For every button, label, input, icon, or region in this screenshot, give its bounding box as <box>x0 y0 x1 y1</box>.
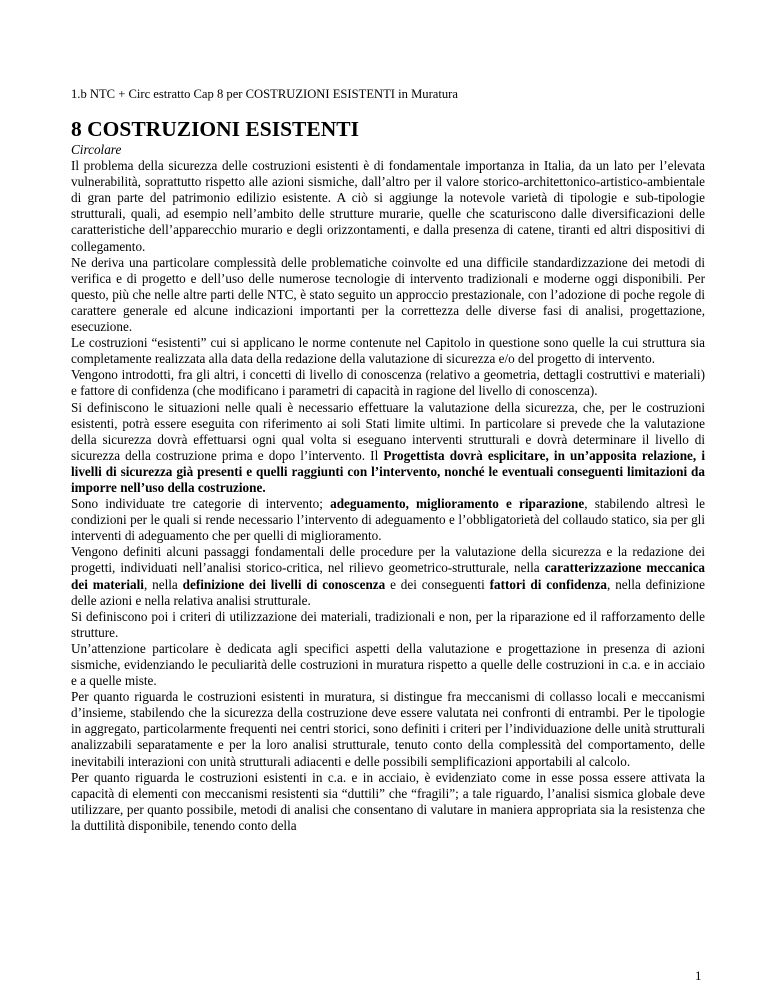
paragraph-text: , nella <box>143 576 183 592</box>
bold-text: caratterizzazione meccanica dei materiali <box>71 560 705 592</box>
paragraph: Un’attenzione particolare è dedicata agli specifici aspetti della valutazione e progettazione in presenza di azioni sismiche, evidenziando le peculiarità delle costruzioni in muratura rispetto a quelle delle costruzioni in c.a. e in acciaio e a quelle miste. <box>71 640 705 689</box>
paragraph: Si definiscono poi i criteri di utilizzazione dei materiali, tradizionali e non, per la riparazione ed il rafforzamento delle strutture. <box>71 608 705 640</box>
paragraph <box>71 496 705 544</box>
circolare-label: Circolare <box>71 142 122 157</box>
page-number: 1 <box>695 968 702 983</box>
paragraph-text: Sono individuate tre categorie di intervento; <box>71 496 331 512</box>
paragraph-text: Vengono definiti alcuni passaggi fondamentali delle procedure per la valutazione della sicurezza e la redazione dei progetti, individuati nell’analisi storico-critica, nel rilievo geometrico-strutturale, nella <box>71 544 705 576</box>
paragraph-text: e dei conseguenti <box>385 576 490 592</box>
body-text <box>71 142 705 834</box>
document-header: 1.b NTC + Circ estratto Cap 8 per COSTRUZIONI ESISTENTI in Muratura <box>71 87 458 101</box>
paragraph: Le costruzioni “esistenti” cui si applicano le norme contenute nel Capitolo in questione sono quelle la cui struttura sia completamente realizzata alla data della redazione della valutazione di sicurezza e/o del progetto di intervento. <box>71 335 705 367</box>
paragraph-text: , stabilendo altresì le condizioni per le quali si rende necessario l’intervento di adeguamento e l’obbligatorietà del collaudo statico, sia per gli interventi di adeguamento che per quelli di miglioramento. <box>71 496 706 544</box>
paragraph-text: Si definiscono le situazioni nelle quali è necessario effettuare la valutazione della sicurezza, che, per le costruzioni esistenti, potrà essere eseguita con riferimento ai soli Stati limite ultimi. In particolare si prevede che la valutazione della sicurezza dovrà effettuarsi ogni qual volta si eseguano interventi strutturali e dovrà determinare il livello di sicurezza della costruzione prima e dopo l’intervento. Il <box>71 399 705 463</box>
section-title: 8 COSTRUZIONI ESISTENTI <box>71 117 359 141</box>
paragraph: Per quanto riguarda le costruzioni esistenti in c.a. e in acciaio, è evidenziato come in esse possa essere attivata la capacità di elementi con meccanismi resistenti sia “duttili” che “fragili”; a tale riguardo, l’analisi sismica globale deve utilizzare, per quanto possibile, metodi di analisi che consentano di valutare in maniera appropriata sia la resistenza che la duttilità disponibile, tenendo conto della <box>71 769 705 833</box>
paragraph: Vengono introdotti, fra gli altri, i concetti di livello di conoscenza (relativo a geometria, dettagli costruttivi e materiali) e fattore di confidenza (che modificano i parametri di capacità in ragione del livello di conoscenza). <box>71 367 705 399</box>
paragraph: Ne deriva una particolare complessità delle problematiche coinvolte ed una difficile standardizzazione dei metodi di verifica e di progetto e dell’uso delle numerose tecnologie di intervento tradizionali e moderne oggi disponibili. Per questo, più che nelle altre parti delle NTC, è stato seguito un approccio prestazionale, con l’adozione di poche regole di carattere generale ed alcune indicazioni importanti per la correttezza delle diverse fasi di analisi, progettazione, esecuzione. <box>71 254 705 335</box>
paragraph <box>71 400 705 497</box>
paragraph: Il problema della sicurezza delle costruzioni esistenti è di fondamentale importanza in Italia, da un lato per l’elevata vulnerabilità, soprattutto rispetto alle azioni sismiche, dall’altro per il valore storico-architettonico-artistico-ambientale di gran parte del patrimonio edilizio esistente. A ciò si aggiunge la notevole varietà di tipologie e sub-tipologie strutturali, quali, ad esempio nell’ambito delle strutture murarie, quelle che scaturiscono dalle diversificazioni delle caratteristiche dell’apparecchio murario e degli orizzontamenti, e dalla presenza di catene, tiranti ed altri dispositivi di collegamento. <box>71 158 705 254</box>
paragraph-text: , nella definizione delle azioni e nella relativa analisi strutturale. <box>71 576 705 608</box>
paragraph <box>71 544 705 608</box>
bold-text: Progettista dovrà esplicitare, in un’apposita relazione, i livelli di sicurezza già presenti e quelli raggiunti con l’intervento, nonché le eventuali conseguenti limitazioni da imporre nell’uso della costruzione. <box>71 447 705 495</box>
bold-text: definizione dei livelli di conoscenza <box>182 576 386 592</box>
bold-text: adeguamento, miglioramento e riparazione <box>330 496 585 512</box>
bold-text: fattori di confidenza <box>489 576 608 592</box>
paragraph: Per quanto riguarda le costruzioni esistenti in muratura, si distingue fra meccanismi di collasso locali e meccanismi d’insieme, stabilendo che la sicurezza della costruzione deve essere valutata nei confronti di entrambi. Per le tipologie in aggregato, particolarmente frequenti nei centri storici, sono definiti i criteri per l’individuazione delle unità strutturali analizzabili separatamente e per la loro analisi strutturale, tenuto conto della complessità del comportamento, delle inevitabili interazioni con unità strutturali adiacenti e delle possibili semplificazioni apportabili al calcolo. <box>71 689 705 769</box>
